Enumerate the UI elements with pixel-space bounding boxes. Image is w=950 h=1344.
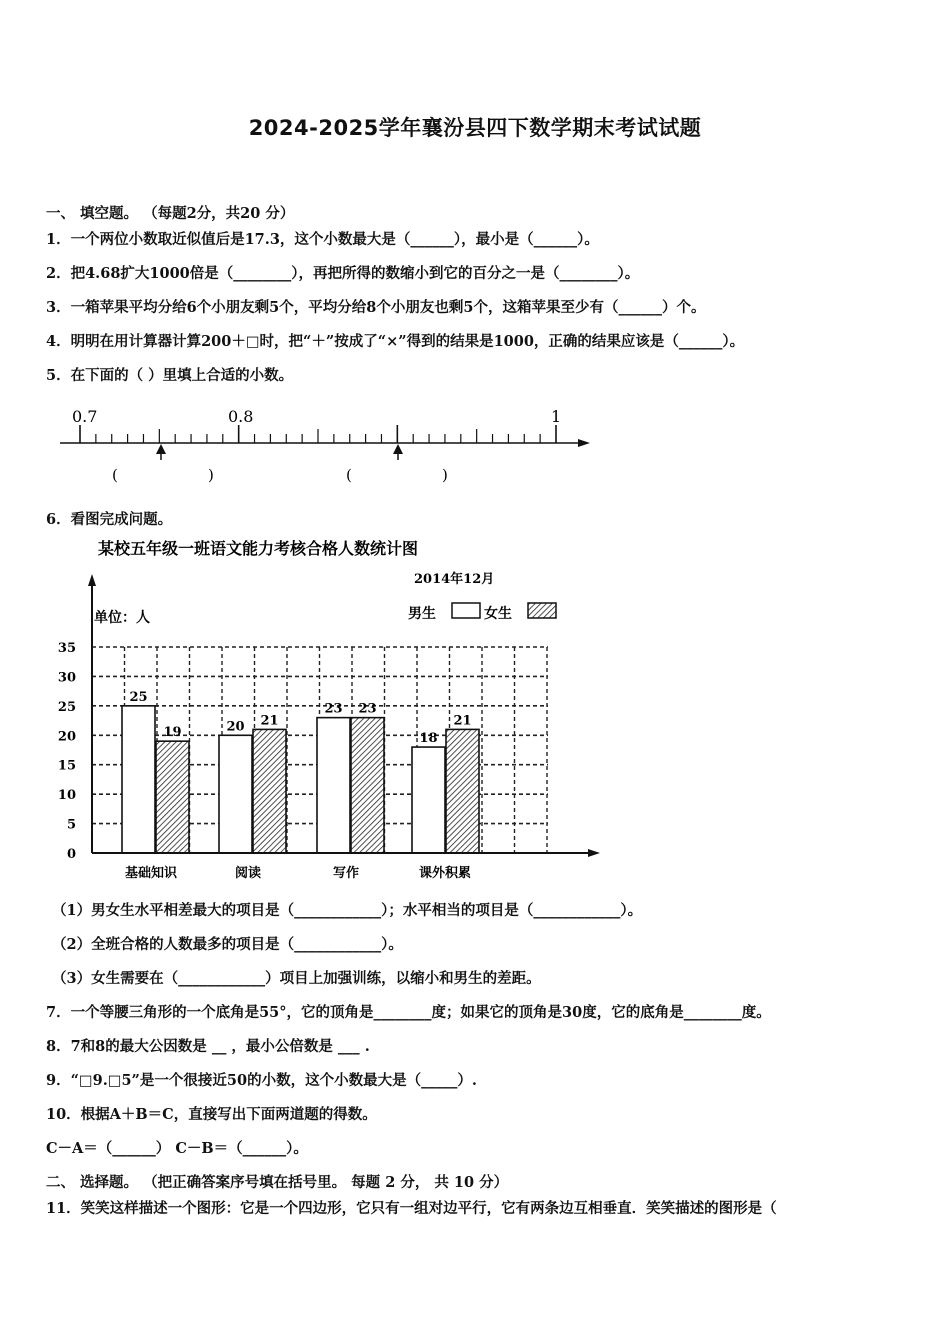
page-title: 2024-2025学年襄汾县四下数学期末考试试题 xyxy=(248,116,702,140)
question-10: 10．根据A＋B＝C，直接写出下面两道题的得数。 xyxy=(46,1106,377,1123)
legend-label: 女生 xyxy=(484,606,512,622)
question-11: 11．笑笑这样描述一个图形：它是一个四边形，它只有一组对边平行，它有两条边互相垂直．笑笑描述的图形是（ xyxy=(46,1200,777,1217)
x-category-label: 写作 xyxy=(332,866,360,881)
number-line-label: 0.8 xyxy=(228,407,254,426)
bar-female xyxy=(156,741,189,853)
bar-value-label: 19 xyxy=(163,725,182,741)
question-4: 4．明明在用计算器计算200＋□时，把“＋”按成了“×”得到的结果是1000，正确的结果应该是（______）。 xyxy=(46,333,745,350)
bar-male xyxy=(122,706,155,853)
bar-male xyxy=(412,747,445,853)
bar-male xyxy=(219,735,252,853)
bar-value-label: 20 xyxy=(226,719,245,735)
y-tick-label: 35 xyxy=(57,641,76,656)
number-line-ticks xyxy=(80,425,556,443)
answer-paren-right: ) xyxy=(208,466,214,484)
number-line-label: 0.7 xyxy=(72,407,98,426)
number-line-label: 1 xyxy=(551,407,562,426)
section-1-heading: 一、 填空题。 （每题2分，共20 分） xyxy=(46,205,295,222)
section-2-heading: 二、 选择题。 （把正确答案序号填在括号里。 每题 2 分， 共 10 分） xyxy=(46,1174,509,1191)
legend-swatch-male xyxy=(452,603,480,618)
question-9: 9．“□9.□5”是一个很接近50的小数，这个小数最大是（_____）. xyxy=(46,1072,477,1089)
y-tick-label: 5 xyxy=(66,817,76,833)
legend-label: 男生 xyxy=(408,606,436,622)
bar-female xyxy=(253,729,286,853)
y-tick-label: 20 xyxy=(57,729,76,745)
question-6-part-1: （1）男女生水平相差最大的项目是（____________）；水平相当的项目是（____________）。 xyxy=(52,902,643,919)
bar-male xyxy=(317,718,350,853)
up-arrow-marker xyxy=(393,444,403,460)
bar-value-label: 21 xyxy=(453,713,472,729)
x-axis-arrow xyxy=(588,849,600,857)
number-line-arrow xyxy=(578,439,590,447)
x-category-label: 课外积累 xyxy=(418,866,472,881)
y-tick-label: 10 xyxy=(57,788,76,804)
bar-value-label: 25 xyxy=(129,689,148,705)
bar-female xyxy=(446,729,479,853)
y-tick-label: 0 xyxy=(66,847,76,862)
y-tick-label: 30 xyxy=(57,670,76,686)
chart-title: 某校五年级一班语文能力考核合格人数统计图 xyxy=(98,539,419,558)
question-6: 6．看图完成问题。 xyxy=(46,511,173,528)
question-10-equations: C－A＝（______） C－B＝（______）。 xyxy=(46,1140,308,1157)
bar-value-label: 18 xyxy=(419,731,438,747)
question-6-part-3: （3）女生需要在（____________）项目上加强训练，以缩小和男生的差距。 xyxy=(52,970,541,987)
answer-paren-left: ( xyxy=(112,466,118,484)
chart-unit: 单位：人 xyxy=(94,610,150,626)
legend-swatch-female xyxy=(528,603,556,618)
answer-paren-left: ( xyxy=(346,466,352,484)
question-3: 3．一箱苹果平均分给6个小朋友剩5个，平均分给8个小朋友也剩5个，这箱苹果至少有（______）个。 xyxy=(46,299,706,316)
number-line xyxy=(50,398,610,498)
up-arrow-marker xyxy=(156,444,166,460)
question-7: 7．一个等腰三角形的一个底角是55°，它的顶角是________度；如果它的顶角是30度，它的底角是________度。 xyxy=(46,1004,771,1021)
answer-paren-right: ) xyxy=(442,466,448,484)
question-6-part-2: （2）全班合格的人数最多的项目是（____________）。 xyxy=(52,936,403,953)
y-tick-label: 15 xyxy=(57,758,76,774)
question-5: 5．在下面的（ ）里填上合适的小数。 xyxy=(46,367,294,384)
question-2: 2．把4.68扩大1000倍是（________），再把所得的数缩小到它的百分之一是（________）。 xyxy=(46,265,640,282)
chart-date: 2014年12月 xyxy=(414,572,495,587)
question-8: 8．7和8的最大公因数是 __ ，最小公倍数是 ___ . xyxy=(46,1038,370,1055)
bar-value-label: 21 xyxy=(260,713,279,729)
bar-chart xyxy=(48,530,618,890)
question-1: 1．一个两位小数取近似值后是17.3，这个小数最大是（______），最小是（______）。 xyxy=(46,231,599,248)
y-tick-label: 25 xyxy=(57,699,76,715)
x-category-label: 阅读 xyxy=(234,866,262,881)
bar-value-label: 23 xyxy=(358,701,377,717)
y-axis-arrow xyxy=(88,574,96,586)
x-category-label: 基础知识 xyxy=(124,866,178,881)
bar-value-label: 23 xyxy=(324,701,343,717)
bar-female xyxy=(351,718,384,853)
